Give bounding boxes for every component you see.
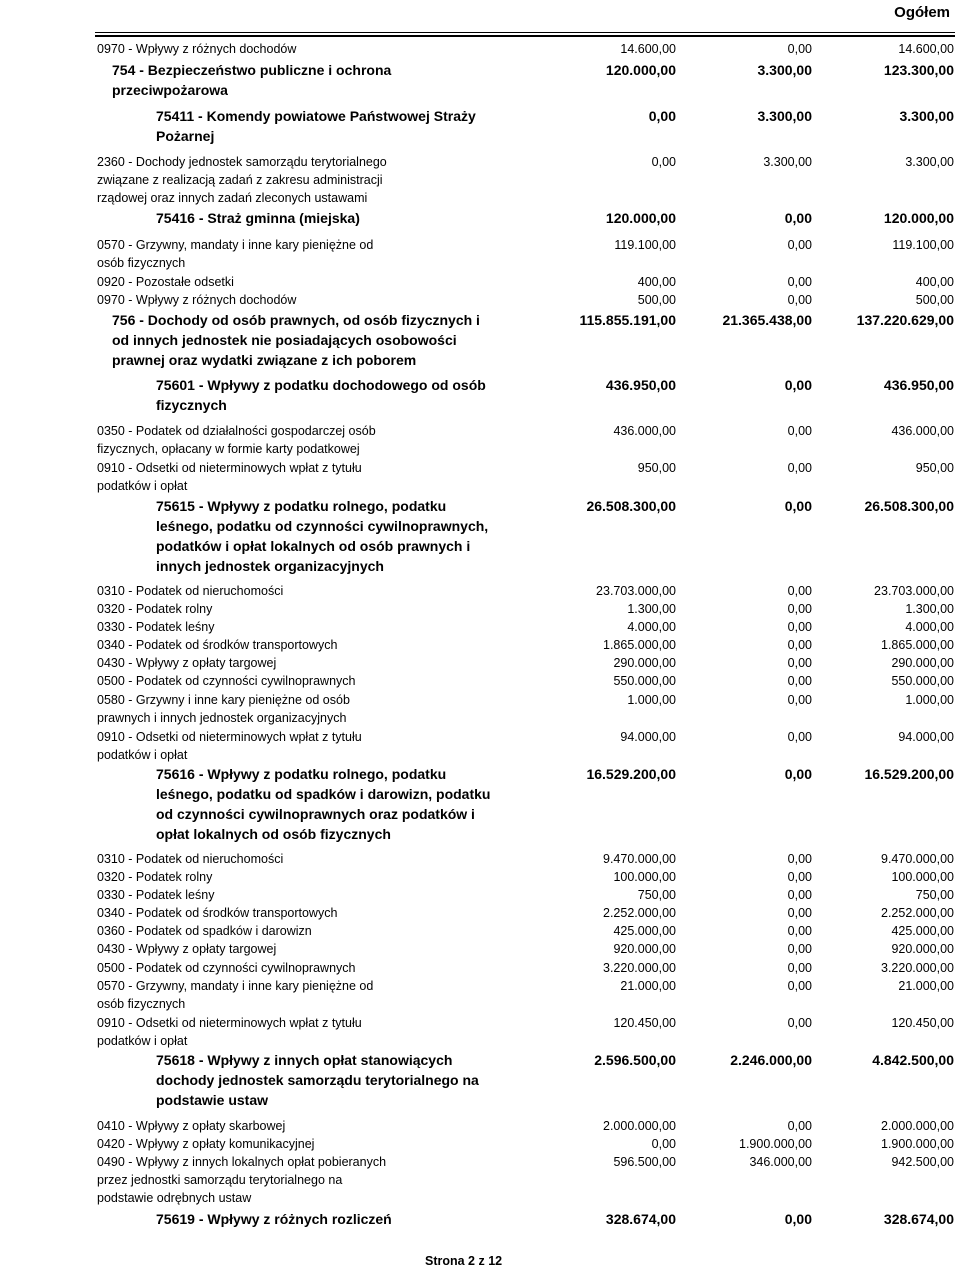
row-label-line: podstawie ustaw — [156, 1092, 269, 1108]
row-label-line: podstawie odrębnych ustaw — [97, 1191, 252, 1205]
value-total: 328.674,00 — [883, 1211, 954, 1227]
row-label-line: 75618 - Wpływy z innych opłat stanowiących — [156, 1052, 453, 1068]
row-label-line: leśnego, podatku od czynności cywilnoprawnych, — [156, 518, 489, 534]
row-label-line: leśnego, podatku od spadków i darowizn, podatku — [156, 786, 491, 802]
value-change: 0,00 — [787, 1016, 812, 1030]
value-total: 1.900.000,00 — [881, 1137, 954, 1151]
row-label-line: przeciwpożarowa — [112, 82, 228, 98]
row-label — [97, 459, 362, 495]
value-plan: 0,00 — [651, 1137, 676, 1151]
value-plan: 120.450,00 — [613, 1016, 676, 1030]
value-total: 9.470.000,00 — [881, 852, 954, 866]
row-label-line: od innych jednostek nie posiadających osobowości — [112, 332, 457, 348]
value-total: 2.000.000,00 — [881, 1119, 954, 1133]
row-label — [97, 940, 276, 958]
row-label-line: fizycznych, opłacany w formie karty podatkowej — [97, 442, 360, 456]
row-label — [156, 208, 360, 228]
row-label-line: podatków i opłat — [97, 1034, 188, 1048]
value-change: 0,00 — [784, 498, 812, 514]
value-total: 1.865.000,00 — [881, 638, 954, 652]
value-plan: 120.000,00 — [605, 210, 676, 226]
header-rule — [95, 32, 955, 33]
row-label-line: 75416 - Straż gminna (miejska) — [156, 210, 360, 226]
value-change: 0,00 — [787, 942, 812, 956]
value-plan: 14.600,00 — [620, 42, 676, 56]
value-change: 1.900.000,00 — [739, 1137, 812, 1151]
value-change: 3.300,00 — [757, 62, 812, 78]
row-label — [97, 1117, 285, 1135]
row-label — [97, 691, 350, 727]
value-change: 0,00 — [787, 852, 812, 866]
row-label-line: 0320 - Podatek rolny — [97, 602, 213, 616]
row-label-line: 0970 - Wpływy z różnych dochodów — [97, 42, 297, 56]
value-total: 550.000,00 — [891, 674, 954, 688]
value-plan: 100.000,00 — [613, 870, 676, 884]
value-plan: 115.855.191,00 — [579, 312, 676, 328]
value-plan: 9.470.000,00 — [603, 852, 676, 866]
row-label-line: związane z realizacją zadań z zakresu administracji — [97, 173, 383, 187]
value-change: 0,00 — [784, 210, 812, 226]
row-label-line: 75601 - Wpływy z podatku dochodowego od osób — [156, 377, 486, 393]
value-plan: 425.000,00 — [613, 924, 676, 938]
value-change: 0,00 — [787, 293, 812, 307]
value-change: 0,00 — [787, 656, 812, 670]
value-plan: 750,00 — [637, 888, 676, 902]
value-total: 26.508.300,00 — [864, 498, 954, 514]
value-plan: 94.000,00 — [620, 730, 676, 744]
row-label — [156, 375, 486, 415]
row-label-line: 0360 - Podatek od spadków i darowizn — [97, 924, 312, 938]
row-label — [156, 106, 476, 146]
value-total: 1.300,00 — [905, 602, 954, 616]
value-change: 0,00 — [787, 584, 812, 598]
value-plan: 920.000,00 — [613, 942, 676, 956]
row-label-line: 0910 - Odsetki od nieterminowych wpłat z tytułu — [97, 730, 362, 744]
row-label-line: dochody jednostek samorządu terytorialnego na — [156, 1072, 479, 1088]
value-plan: 2.252.000,00 — [603, 906, 676, 920]
row-label — [97, 291, 296, 309]
value-change: 0,00 — [787, 961, 812, 975]
value-plan: 550.000,00 — [613, 674, 676, 688]
row-label-line: 756 - Dochody od osób prawnych, od osób fizycznych i — [112, 312, 480, 328]
row-label — [97, 672, 355, 690]
row-label-line: 0500 - Podatek od czynności cywilnoprawnych — [97, 674, 356, 688]
row-label-line: 0970 - Wpływy z różnych dochodów — [97, 293, 297, 307]
value-change: 0,00 — [784, 1211, 812, 1227]
row-label — [97, 582, 283, 600]
value-total: 23.703.000,00 — [874, 584, 954, 598]
column-header-total: Ogółem — [894, 4, 950, 21]
row-label-line: 0340 - Podatek od środków transportowych — [97, 906, 338, 920]
value-plan: 23.703.000,00 — [596, 584, 676, 598]
value-total: 2.252.000,00 — [881, 906, 954, 920]
row-label-line: 0320 - Podatek rolny — [97, 870, 213, 884]
row-label-line: od czynności cywilnoprawnych oraz podatków i — [156, 806, 475, 822]
value-total: 14.600,00 — [898, 42, 954, 56]
row-label — [156, 1050, 479, 1110]
value-change: 3.300,00 — [763, 155, 812, 169]
row-label-line: 0580 - Grzywny i inne kary pieniężne od osób — [97, 693, 350, 707]
value-change: 346.000,00 — [749, 1155, 812, 1169]
row-label — [97, 1135, 314, 1153]
row-label-line: Pożarnej — [156, 128, 215, 144]
value-total: 920.000,00 — [891, 942, 954, 956]
value-plan: 596.500,00 — [613, 1155, 676, 1169]
row-label-line: przez jednostki samorządu terytorialnego na — [97, 1173, 343, 1187]
value-change: 3.300,00 — [757, 108, 812, 124]
row-label-line: innych jednostek organizacyjnych — [156, 558, 384, 574]
row-label — [97, 850, 283, 868]
row-label — [97, 728, 362, 764]
value-total: 120.450,00 — [891, 1016, 954, 1030]
row-label — [97, 422, 376, 458]
row-label-line: 0430 - Wpływy z opłaty targowej — [97, 656, 277, 670]
value-change: 0,00 — [787, 730, 812, 744]
row-label-line: 2360 - Dochody jednostek samorządu terytorialnego — [97, 155, 387, 169]
value-total: 16.529.200,00 — [864, 766, 954, 782]
row-label — [156, 1209, 392, 1229]
row-label-line: 0490 - Wpływy z innych lokalnych opłat pobieranych — [97, 1155, 387, 1169]
value-plan: 0,00 — [648, 108, 676, 124]
page-number: Strona 2 z 12 — [425, 1254, 503, 1268]
value-change: 21.365.438,00 — [722, 312, 812, 328]
row-label-line: osób fizycznych — [97, 997, 186, 1011]
value-total: 120.000,00 — [883, 210, 954, 226]
value-total: 950,00 — [915, 461, 954, 475]
value-plan: 26.508.300,00 — [586, 498, 676, 514]
value-plan: 4.000,00 — [627, 620, 676, 634]
row-label-line: 754 - Bezpieczeństwo publiczne i ochrona — [112, 62, 392, 78]
value-plan: 950,00 — [637, 461, 676, 475]
value-change: 0,00 — [787, 693, 812, 707]
row-label — [97, 654, 276, 672]
value-change: 0,00 — [784, 766, 812, 782]
value-total: 436.000,00 — [891, 424, 954, 438]
value-plan: 400,00 — [637, 275, 676, 289]
value-total: 3.220.000,00 — [881, 961, 954, 975]
row-label-line: 0500 - Podatek od czynności cywilnoprawnych — [97, 961, 356, 975]
value-change: 0,00 — [787, 620, 812, 634]
value-plan: 2.000.000,00 — [603, 1119, 676, 1133]
value-plan: 500,00 — [637, 293, 676, 307]
value-plan: 119.100,00 — [614, 238, 676, 252]
value-plan: 1.300,00 — [627, 602, 676, 616]
row-label-line: 75616 - Wpływy z podatku rolnego, podatku — [156, 766, 447, 782]
row-label-line: osób fizycznych — [97, 256, 186, 270]
value-total: 4.842.500,00 — [872, 1052, 954, 1068]
value-plan: 290.000,00 — [613, 656, 676, 670]
row-label-line: opłat lokalnych od osób fizycznych — [156, 826, 391, 842]
row-label — [156, 764, 490, 844]
row-label — [97, 1153, 386, 1207]
value-change: 0,00 — [787, 674, 812, 688]
value-plan: 2.596.500,00 — [594, 1052, 676, 1068]
value-total: 3.300,00 — [905, 155, 954, 169]
row-label-line: 0330 - Podatek leśny — [97, 888, 215, 902]
row-label — [97, 886, 214, 904]
row-label — [97, 636, 337, 654]
row-label-line: 0570 - Grzywny, mandaty i inne kary pieniężne od — [97, 238, 374, 252]
value-change: 0,00 — [787, 924, 812, 938]
value-total: 436.950,00 — [883, 377, 954, 393]
value-change: 0,00 — [787, 1119, 812, 1133]
row-label — [97, 273, 234, 291]
value-total: 500,00 — [915, 293, 954, 307]
value-change: 0,00 — [787, 42, 812, 56]
row-label-line: prawnej oraz wydatki związane z ich poborem — [112, 352, 417, 368]
row-label-line: 0910 - Odsetki od nieterminowych wpłat z tytułu — [97, 1016, 362, 1030]
row-label-line: 0350 - Podatek od działalności gospodarczej osób — [97, 424, 376, 438]
value-change: 2.246.000,00 — [730, 1052, 812, 1068]
value-total: 123.300,00 — [883, 62, 954, 78]
row-label — [156, 496, 488, 576]
row-label — [97, 977, 373, 1013]
value-total: 425.000,00 — [891, 924, 954, 938]
value-change: 0,00 — [787, 906, 812, 920]
row-label-line: 0570 - Grzywny, mandaty i inne kary pieniężne od — [97, 979, 374, 993]
row-label-line: 0920 - Pozostałe odsetki — [97, 275, 234, 289]
row-label — [112, 310, 480, 370]
row-label-line: podatków i opłat — [97, 479, 188, 493]
row-label-line: 75411 - Komendy powiatowe Państwowej Straży — [156, 108, 476, 124]
value-plan: 436.000,00 — [613, 424, 676, 438]
value-total: 3.300,00 — [899, 108, 954, 124]
value-change: 0,00 — [787, 870, 812, 884]
value-change: 0,00 — [787, 424, 812, 438]
value-total: 137.220.629,00 — [856, 312, 954, 328]
value-plan: 328.674,00 — [605, 1211, 676, 1227]
row-label-line: fizycznych — [156, 397, 227, 413]
row-label — [112, 60, 391, 100]
row-label — [97, 1014, 362, 1050]
row-label-line: 75615 - Wpływy z podatku rolnego, podatku — [156, 498, 447, 514]
row-label-line: 0330 - Podatek leśny — [97, 620, 215, 634]
row-label-line: 0310 - Podatek od nieruchomości — [97, 584, 284, 598]
row-label-line: 0410 - Wpływy z opłaty skarbowej — [97, 1119, 286, 1133]
row-label-line: 75619 - Wpływy z różnych rozliczeń — [156, 1211, 392, 1227]
value-plan: 3.220.000,00 — [603, 961, 676, 975]
value-change: 0,00 — [787, 275, 812, 289]
value-plan: 1.865.000,00 — [603, 638, 676, 652]
header-rule-thick — [95, 35, 955, 37]
row-label — [97, 153, 387, 207]
row-label — [97, 868, 212, 886]
row-label — [97, 600, 212, 618]
value-change: 0,00 — [787, 979, 812, 993]
value-total: 94.000,00 — [898, 730, 954, 744]
value-change: 0,00 — [784, 377, 812, 393]
row-label-line: prawnych i innych jednostek organizacyjnych — [97, 711, 347, 725]
row-label — [97, 904, 337, 922]
value-total: 400,00 — [915, 275, 954, 289]
value-total: 942.500,00 — [891, 1155, 954, 1169]
row-label — [97, 40, 296, 58]
row-label-line: 0420 - Wpływy z opłaty komunikacyjnej — [97, 1137, 315, 1151]
row-label-line: 0310 - Podatek od nieruchomości — [97, 852, 284, 866]
value-total: 100.000,00 — [891, 870, 954, 884]
value-plan: 0,00 — [651, 155, 676, 169]
row-label-line: 0910 - Odsetki od nieterminowych wpłat z tytułu — [97, 461, 362, 475]
value-change: 0,00 — [787, 638, 812, 652]
value-total: 750,00 — [915, 888, 954, 902]
value-total: 119.100,00 — [892, 238, 954, 252]
value-total: 4.000,00 — [905, 620, 954, 634]
row-label-line: 0340 - Podatek od środków transportowych — [97, 638, 338, 652]
value-total: 1.000,00 — [905, 693, 954, 707]
value-plan: 436.950,00 — [605, 377, 676, 393]
row-label-line: podatków i opłat lokalnych od osób prawnych i — [156, 538, 471, 554]
row-label-line: rządowej oraz innych zadań zleconych ustawami — [97, 191, 368, 205]
value-plan: 120.000,00 — [605, 62, 676, 78]
value-change: 0,00 — [787, 461, 812, 475]
value-total: 21.000,00 — [898, 979, 954, 993]
value-change: 0,00 — [787, 888, 812, 902]
row-label — [97, 959, 355, 977]
value-plan: 16.529.200,00 — [586, 766, 676, 782]
value-change: 0,00 — [787, 238, 812, 252]
value-plan: 21.000,00 — [620, 979, 676, 993]
row-label-line: 0430 - Wpływy z opłaty targowej — [97, 942, 277, 956]
row-label — [97, 922, 312, 940]
row-label — [97, 236, 373, 272]
value-change: 0,00 — [787, 602, 812, 616]
value-plan: 1.000,00 — [627, 693, 676, 707]
value-total: 290.000,00 — [891, 656, 954, 670]
row-label — [97, 618, 214, 636]
row-label-line: podatków i opłat — [97, 748, 188, 762]
